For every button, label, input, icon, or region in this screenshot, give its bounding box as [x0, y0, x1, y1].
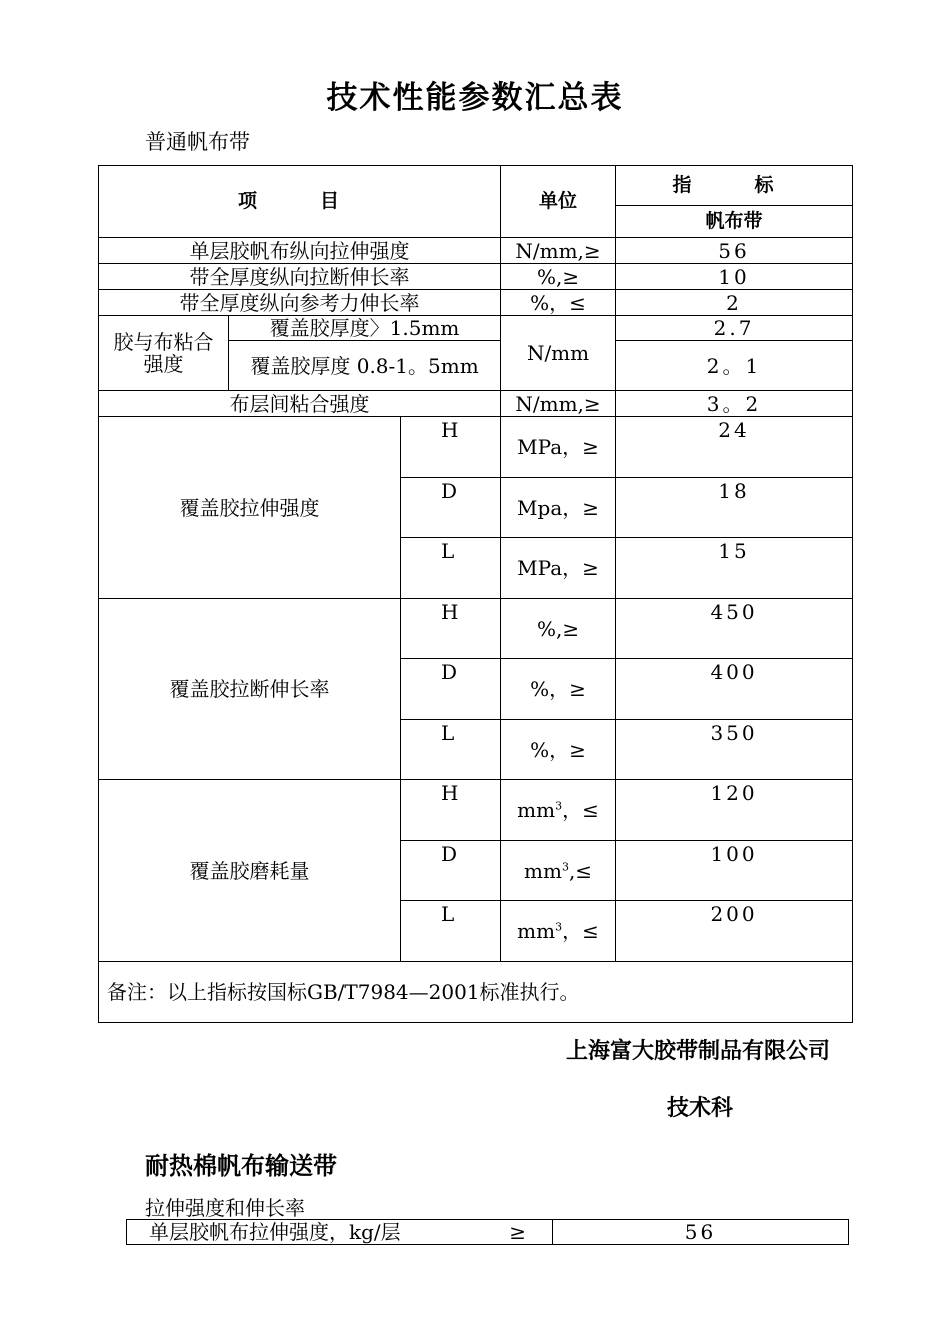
adhesion-b-value: 2。1 [616, 341, 853, 391]
table-note: 备注：以上指标按国标GB/T7984—2001标准执行。 [99, 962, 853, 1023]
row-operator: ≥ [509, 1220, 526, 1244]
row-unit [501, 841, 616, 901]
row-label [127, 1220, 553, 1245]
row-unit [501, 901, 616, 962]
header-indicator: 指 标 [616, 166, 853, 206]
company-name: 上海富大胶带制品有限公司 [565, 1039, 830, 1064]
heat-resistant-table [126, 1219, 849, 1245]
grade-letter: D [401, 659, 501, 720]
table-row [99, 316, 853, 341]
row-unit: %，≤ [501, 290, 616, 316]
section-title: 耐热棉帆布输送带 [145, 1152, 337, 1180]
row-unit: %,≥ [501, 599, 616, 659]
unit-suffix: ,≤ [568, 858, 593, 883]
unit-suffix: ，≤ [562, 919, 599, 943]
table-row [99, 238, 853, 264]
table-row [99, 264, 853, 290]
grade-letter: L [401, 901, 501, 962]
adhesion-a-value: 2.7 [616, 316, 853, 341]
table-row [99, 290, 853, 316]
row-value: 200 [616, 901, 853, 962]
row-unit: MPa，≥ [501, 417, 616, 478]
row-value: 120 [616, 780, 853, 841]
header-item: 项 目 [99, 166, 501, 238]
table-row [99, 599, 853, 659]
row-value: 56 [553, 1220, 849, 1245]
adhesion-a-label: 覆盖胶厚度〉1.5mm [229, 316, 501, 341]
grade-letter: L [401, 720, 501, 780]
adhesion-unit: N/mm [501, 316, 616, 391]
row-label: 带全厚度纵向参考力伸长率 [99, 290, 501, 316]
row-value: 56 [616, 238, 853, 264]
row-unit [501, 780, 616, 841]
row-label: 带全厚度纵向拉断伸长率 [99, 264, 501, 290]
tensile-label: 覆盖胶拉伸强度 [99, 417, 401, 599]
grade-letter: D [401, 841, 501, 901]
row-unit: MPa，≥ [501, 538, 616, 599]
adhesion-group-label: 胶与布粘合强度 [99, 316, 229, 391]
row-unit: %，≥ [501, 720, 616, 780]
row-value: 450 [616, 599, 853, 659]
row-label-text: 单层胶帆布拉伸强度，kg/层 [149, 1220, 401, 1244]
table-row [99, 391, 853, 417]
table-row [99, 417, 853, 478]
adhesion-b-label: 覆盖胶厚度 0.8-1。5mm [229, 341, 501, 391]
row-value: 350 [616, 720, 853, 780]
row-label: 单层胶帆布纵向拉伸强度 [99, 238, 501, 264]
unit-exponent: 3 [555, 799, 563, 813]
row-value: 100 [616, 841, 853, 901]
page-title: 技术性能参数汇总表 [326, 80, 624, 116]
abrasion-label: 覆盖胶磨耗量 [99, 780, 401, 962]
grade-letter: H [401, 599, 501, 659]
row-value: 400 [616, 659, 853, 720]
grade-letter: H [401, 780, 501, 841]
section-subtitle: 拉伸强度和伸长率 [145, 1196, 305, 1220]
row-unit: %,≥ [501, 264, 616, 290]
unit-suffix: ，≤ [562, 798, 599, 822]
row-unit: N/mm,≥ [501, 391, 616, 417]
table-row [127, 1220, 849, 1245]
unit-exponent: 3 [561, 859, 569, 873]
unit-base: mm [524, 858, 562, 883]
table-caption: 普通帆布带 [145, 130, 250, 154]
row-unit: Mpa，≥ [501, 478, 616, 538]
grade-letter: H [401, 417, 501, 478]
row-value: 18 [616, 478, 853, 538]
row-label: 布层间粘合强度 [99, 391, 501, 417]
table-row [99, 780, 853, 841]
row-value: 10 [616, 264, 853, 290]
grade-letter: D [401, 478, 501, 538]
row-value: 3。2 [616, 391, 853, 417]
department-name: 技术科 [666, 1096, 733, 1121]
unit-base: mm [517, 798, 556, 822]
header-canvas-belt: 帆布带 [616, 206, 853, 238]
row-unit: %，≥ [501, 659, 616, 720]
elongation-label: 覆盖胶拉断伸长率 [99, 599, 401, 780]
spec-table [98, 165, 853, 1023]
row-value: 2 [616, 290, 853, 316]
row-value: 15 [616, 538, 853, 599]
unit-exponent: 3 [555, 920, 563, 934]
row-value: 24 [616, 417, 853, 478]
grade-letter: L [401, 538, 501, 599]
unit-base: mm [517, 919, 556, 943]
row-unit: N/mm,≥ [501, 238, 616, 264]
header-unit: 单位 [501, 166, 616, 238]
